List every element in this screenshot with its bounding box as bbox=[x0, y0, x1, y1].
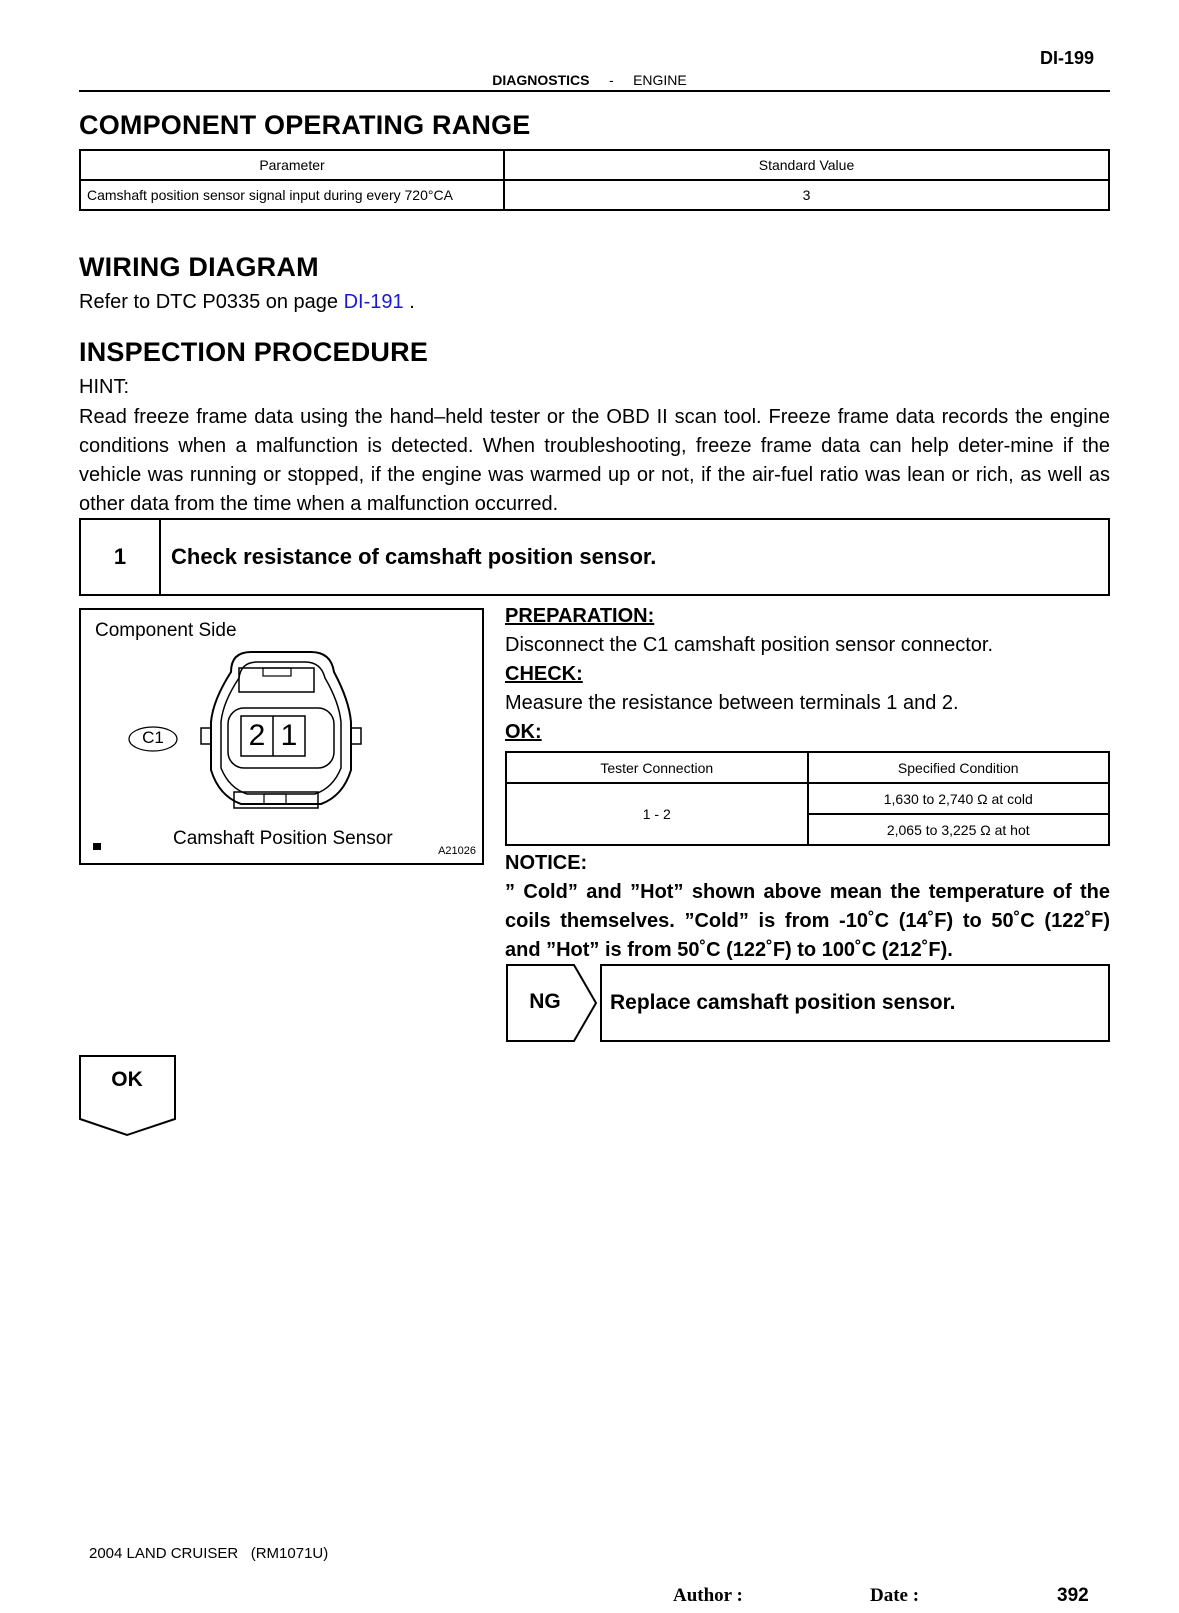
footer-date: Date : bbox=[870, 1585, 920, 1606]
footer-author: Author : bbox=[673, 1585, 743, 1606]
header-rule bbox=[79, 90, 1110, 92]
step-title: Check resistance of camshaft position sensor. bbox=[171, 544, 657, 569]
wiring-reference bbox=[79, 288, 415, 317]
header-separator: - bbox=[608, 72, 614, 88]
header-subsection: ENGINE bbox=[633, 72, 687, 88]
figure-caption: Camshaft Position Sensor bbox=[173, 828, 393, 849]
footer-page-number: 392 bbox=[1057, 1585, 1089, 1606]
cell-connection: 1 - 2 bbox=[506, 783, 808, 845]
inspection-title: INSPECTION PROCEDURE bbox=[79, 337, 429, 367]
check-label: CHECK: bbox=[505, 663, 583, 685]
preparation-text: Disconnect the C1 camshaft position sensor connector. bbox=[505, 634, 994, 656]
wiring-text-end: . bbox=[403, 291, 415, 313]
running-header bbox=[0, 72, 1179, 88]
cell-parameter: Camshaft position sensor signal input during every 720°CA bbox=[80, 180, 504, 210]
wiring-title: WIRING DIAGRAM bbox=[79, 252, 319, 282]
cell-cold: 1,630 to 2,740 Ω at cold bbox=[808, 783, 1110, 814]
figure-code: A21026 bbox=[438, 845, 476, 857]
terminal-2-label: 2 bbox=[248, 719, 266, 752]
specified-condition-table bbox=[505, 751, 1110, 846]
operating-range-table bbox=[79, 149, 1110, 211]
col-standard-value: Standard Value bbox=[504, 150, 1109, 180]
col-specified-condition: Specified Condition bbox=[808, 752, 1110, 783]
ng-label: NG bbox=[529, 990, 561, 1013]
notice-text: ” Cold” and ”Hot” shown above mean the temperature of the coils themselves. ”Cold” is from -10˚C (14˚F) to 50˚C (122˚F) and ”Hot” is from 50˚C (122˚F) to 100˚C (212˚F). bbox=[505, 881, 1110, 961]
cell-hot: 2,065 to 3,225 Ω at hot bbox=[808, 814, 1110, 845]
table-header-row bbox=[80, 150, 1109, 180]
wiring-text: Refer to DTC P0335 on page bbox=[79, 291, 344, 313]
check-text: Measure the resistance between terminals 1 and 2. bbox=[505, 692, 959, 714]
ok-label: OK: bbox=[505, 721, 542, 743]
connector-figure bbox=[79, 608, 484, 865]
page-id: DI-199 bbox=[1040, 48, 1095, 68]
preparation-label: PREPARATION: bbox=[505, 605, 655, 627]
notice-block bbox=[505, 849, 1110, 965]
terminal-1-label: 1 bbox=[280, 719, 298, 752]
hint-paragraph: Read freeze frame data using the hand–held tester or the OBD II scan tool. Freeze frame data records the engine conditions when a malfunction is detected. When troubleshooting, freeze frame data can help deter-mine if the vehicle was running or stopped, if the engine was warmed up or not, if the air-fuel ratio was lean or rich, as well as other data from the time when a malfunction occurred. bbox=[79, 406, 1110, 515]
header-section: DIAGNOSTICS bbox=[492, 72, 590, 88]
step-box bbox=[79, 518, 1110, 596]
page-link[interactable]: DI-191 bbox=[343, 291, 404, 313]
hint-label: HINT: bbox=[79, 376, 129, 398]
connector-label: C1 bbox=[142, 728, 164, 747]
ok-flow-label: OK bbox=[111, 1068, 143, 1091]
table-header-row bbox=[506, 752, 1109, 783]
operating-range-title: COMPONENT OPERATING RANGE bbox=[79, 110, 531, 140]
notice-label: NOTICE: bbox=[505, 852, 588, 874]
ng-action-text: Replace camshaft position sensor. bbox=[610, 991, 956, 1014]
col-tester-connection: Tester Connection bbox=[506, 752, 808, 783]
col-parameter: Parameter bbox=[80, 150, 504, 180]
footer-model: 2004 LAND CRUISER (RM1071U) bbox=[89, 1545, 329, 1562]
procedure-block bbox=[505, 602, 1110, 747]
table-row bbox=[80, 180, 1109, 210]
ng-action-box bbox=[600, 964, 1110, 1042]
table-row bbox=[506, 783, 1109, 814]
figure-title: Component Side bbox=[95, 620, 237, 641]
step-number: 1 bbox=[81, 520, 161, 594]
cell-standard-value: 3 bbox=[504, 180, 1109, 210]
